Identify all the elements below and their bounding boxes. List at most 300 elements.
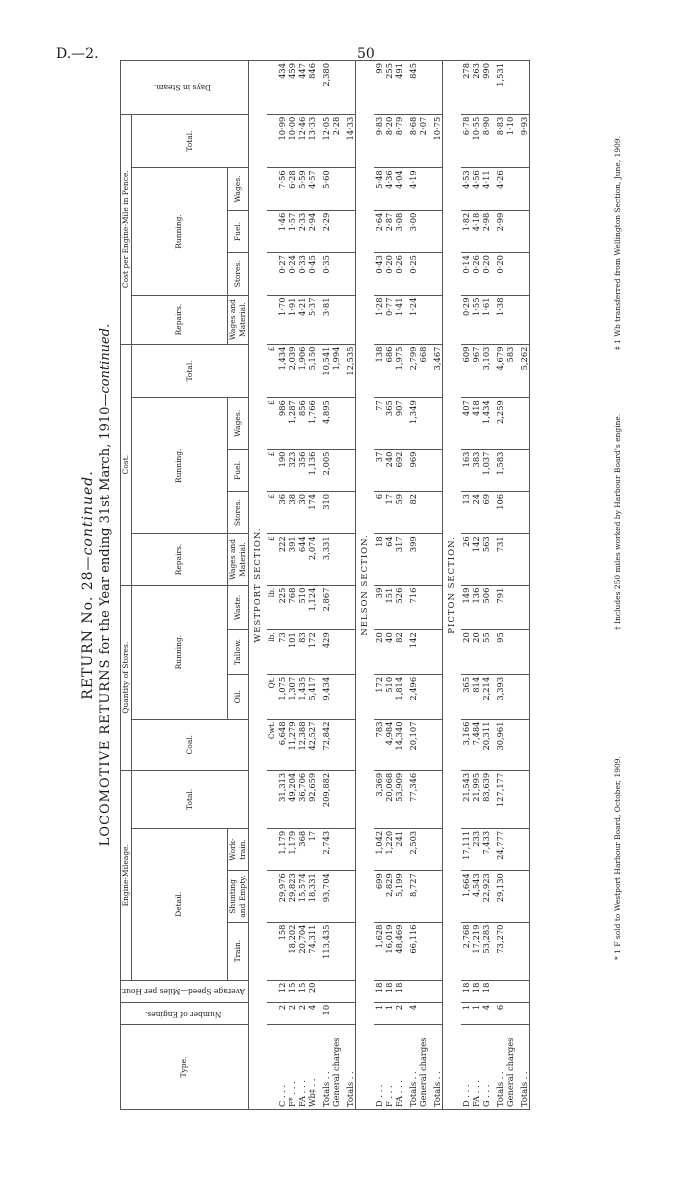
cell: 10·99 <box>277 114 287 168</box>
cost-fuel-header: Fuel. <box>227 449 248 491</box>
unit-label: lb. <box>267 585 277 630</box>
units-row <box>267 61 277 1110</box>
cell: 0·29 <box>461 295 471 344</box>
cell <box>345 719 356 770</box>
cell: 506 <box>481 585 491 630</box>
cell <box>418 674 428 719</box>
cell: 1·38 <box>495 295 505 344</box>
cell: 6 <box>495 1002 505 1024</box>
cell <box>519 719 530 770</box>
section-row <box>442 61 461 1110</box>
cell: 16,019 <box>384 922 394 980</box>
cell <box>418 980 428 1002</box>
cell: 434 <box>277 61 287 115</box>
cell: 4,679 <box>495 344 505 398</box>
engine-row <box>471 61 481 1110</box>
cell: 10·00 <box>287 114 297 168</box>
cell <box>505 398 515 449</box>
cell: 142 <box>471 534 481 585</box>
cell: 24,777 <box>495 828 505 870</box>
cell <box>331 770 341 828</box>
cell: 18 <box>471 980 481 1002</box>
totals-row <box>321 61 331 1110</box>
cell: 10,541 <box>321 344 331 398</box>
cell: 2,214 <box>481 674 491 719</box>
cell: 459 <box>287 61 297 115</box>
cell: 365 <box>461 674 471 719</box>
cell <box>345 398 356 449</box>
cell: 1,434 <box>277 344 287 398</box>
cell: 7·56 <box>277 168 287 210</box>
cell <box>505 871 515 922</box>
cell: 1,435 <box>297 674 307 719</box>
cell: 846 <box>307 61 317 115</box>
cell: 563 <box>481 534 491 585</box>
cell: 0·27 <box>277 253 287 295</box>
cell: 77,346 <box>408 770 418 828</box>
row-label: Totals . . <box>432 1025 443 1110</box>
cell: 1,531 <box>495 61 505 115</box>
cost-wages-header: Wages. <box>227 398 248 449</box>
cell: 814 <box>471 674 481 719</box>
row-label: General charges <box>505 1025 515 1110</box>
general-charges-row <box>505 61 515 1110</box>
cell: 4·21 <box>297 295 307 344</box>
cell: 1,349 <box>408 398 418 449</box>
unit-blank <box>267 253 277 295</box>
cell <box>505 61 515 115</box>
cell: 10·75 <box>432 114 443 168</box>
row-label: Totals . . <box>408 1025 418 1110</box>
cell <box>345 770 356 828</box>
cost-per-mile-header: Cost per Engine-Mile in Pence. <box>121 114 132 344</box>
cell: 1,075 <box>277 674 287 719</box>
section-title: NELSON SECTION. <box>355 61 374 1110</box>
cell <box>345 61 356 115</box>
cell <box>505 980 515 1002</box>
row-label: C . . . <box>277 1025 287 1110</box>
cell <box>432 398 443 449</box>
cell <box>331 210 341 252</box>
cell: 20 <box>307 980 317 1002</box>
cell: 158 <box>277 922 287 980</box>
cell: 172 <box>307 630 317 675</box>
cell: 491 <box>394 61 404 115</box>
cell <box>418 1002 428 1024</box>
cell <box>345 295 356 344</box>
cell: 1,037 <box>481 449 491 491</box>
cell: 82 <box>394 630 404 675</box>
cell: 3·81 <box>321 295 331 344</box>
cell <box>345 491 356 533</box>
cell <box>345 168 356 210</box>
cell: 1,814 <box>394 674 404 719</box>
cell: 2·07 <box>418 114 428 168</box>
cell: 30,961 <box>495 719 505 770</box>
cell <box>408 980 418 1002</box>
cell: 4·56 <box>471 168 481 210</box>
cell: 383 <box>471 449 481 491</box>
cell <box>519 534 530 585</box>
cell: 55 <box>481 630 491 675</box>
cell: 2,005 <box>321 449 331 491</box>
cell: 5,417 <box>307 674 317 719</box>
cell: 1,307 <box>287 674 297 719</box>
train-header: Train. <box>227 922 248 980</box>
cell: 95 <box>495 630 505 675</box>
cell: 3·08 <box>394 210 404 252</box>
cell: 768 <box>287 585 297 630</box>
footnote-3: ‡ 1 Wb transferred from Wellington Section, June, 1909. <box>613 135 622 350</box>
cell: 9·83 <box>374 114 384 168</box>
cell: 6,648 <box>277 719 287 770</box>
cell: 38 <box>287 491 297 533</box>
stores-running-header: Running. <box>132 585 228 719</box>
cell: 5,199 <box>394 871 404 922</box>
cell: 3·00 <box>408 210 418 252</box>
cell: 138 <box>374 344 384 398</box>
cell: 2·98 <box>481 210 491 252</box>
cell: 391 <box>287 534 297 585</box>
cell: 4·19 <box>408 168 418 210</box>
cell: 2 <box>394 1002 404 1024</box>
unit-blank <box>267 1025 277 1110</box>
cell <box>432 770 443 828</box>
cell: 2·28 <box>331 114 341 168</box>
cell: 4·11 <box>481 168 491 210</box>
cell: 967 <box>471 344 481 398</box>
cell <box>331 534 341 585</box>
section-row <box>248 61 267 1110</box>
cell: 12·46 <box>297 114 307 168</box>
cell: 2,829 <box>384 871 394 922</box>
cell: 29,823 <box>287 871 297 922</box>
cell: 699 <box>374 871 384 922</box>
cell <box>519 1002 530 1024</box>
cell: 18 <box>461 980 471 1002</box>
cell <box>418 449 428 491</box>
cell: 9·93 <box>519 114 530 168</box>
cell: 1,124 <box>307 585 317 630</box>
cell: 2 <box>287 1002 297 1024</box>
cell: 12,535 <box>345 344 356 398</box>
ppm-repairs-header: Repairs. <box>132 295 228 344</box>
cell <box>418 491 428 533</box>
table-title <box>98 60 113 1110</box>
cell <box>495 980 505 1002</box>
cell <box>345 674 356 719</box>
cell: 356 <box>297 449 307 491</box>
unit-label: £ <box>267 344 277 398</box>
row-label: F . . . <box>384 1025 394 1110</box>
cell: 29,976 <box>277 871 287 922</box>
cell <box>519 871 530 922</box>
cell <box>519 922 530 980</box>
engine-mileage-header: Engine-Mileage. <box>121 770 132 980</box>
cell <box>418 398 428 449</box>
cell <box>432 210 443 252</box>
cell: 2,039 <box>287 344 297 398</box>
cell <box>331 828 341 870</box>
cell: 1·91 <box>287 295 297 344</box>
cell <box>418 168 428 210</box>
cell <box>331 922 341 980</box>
cell: 0·26 <box>394 253 404 295</box>
cell: 1 <box>374 1002 384 1024</box>
cell: 1·24 <box>408 295 418 344</box>
cell: 1 <box>471 1002 481 1024</box>
tallow-header: Tallow. <box>227 630 248 675</box>
cell <box>519 253 530 295</box>
cell: 18 <box>374 534 384 585</box>
cell: 0·77 <box>384 295 394 344</box>
cell: 83 <box>297 630 307 675</box>
cell: 18 <box>374 980 384 1002</box>
cell: 5,262 <box>519 344 530 398</box>
cell: 399 <box>408 534 418 585</box>
row-label: General charges <box>418 1025 428 1110</box>
cell: 39 <box>374 585 384 630</box>
unit-label: lb. <box>267 630 277 675</box>
cell: 4·18 <box>471 210 481 252</box>
cell: 2·99 <box>495 210 505 252</box>
totals-row <box>408 61 418 1110</box>
cell <box>345 585 356 630</box>
cell: 13·33 <box>307 114 317 168</box>
mileage-total-header: Total. <box>132 770 249 828</box>
row-label: Totals . . <box>321 1025 331 1110</box>
unit-blank <box>267 295 277 344</box>
days-in-steam-header: Days in Steam. <box>121 61 249 115</box>
cell: 20,107 <box>408 719 418 770</box>
cell <box>432 828 443 870</box>
cell: 1·61 <box>481 295 491 344</box>
cell: 4·53 <box>461 168 471 210</box>
cell <box>418 770 428 828</box>
cell: 240 <box>384 449 394 491</box>
cell <box>345 449 356 491</box>
cell: 990 <box>481 61 491 115</box>
engine-row <box>307 61 317 1110</box>
row-label: Totals . . <box>495 1025 505 1110</box>
cell: 7,433 <box>481 828 491 870</box>
cell: 149 <box>461 585 471 630</box>
cell <box>418 295 428 344</box>
cell <box>345 253 356 295</box>
cell: 21,995 <box>471 770 481 828</box>
cell <box>519 210 530 252</box>
cell: 986 <box>277 398 287 449</box>
cell: 3,369 <box>374 770 384 828</box>
cell: 1,664 <box>461 871 471 922</box>
ppm-wages-material-header: Wages and Material. <box>227 295 248 344</box>
cell: 0·45 <box>307 253 317 295</box>
unit-blank <box>267 168 277 210</box>
cell: 7,484 <box>471 719 481 770</box>
cell: 48,469 <box>394 922 404 980</box>
cell: 0·35 <box>321 253 331 295</box>
cell: 93,704 <box>321 871 331 922</box>
cell <box>505 295 515 344</box>
cell: 37 <box>374 449 384 491</box>
cell: 42,527 <box>307 719 317 770</box>
cell <box>432 61 443 115</box>
cell <box>505 630 515 675</box>
cost-header: Cost. <box>121 344 132 585</box>
engine-row <box>481 61 491 1110</box>
cell: 845 <box>408 61 418 115</box>
unit-label: £ <box>267 398 277 449</box>
cell <box>331 980 341 1002</box>
cell: 20 <box>461 630 471 675</box>
cell: 136 <box>471 585 481 630</box>
cell <box>519 630 530 675</box>
cell <box>345 1002 356 1024</box>
cell <box>331 719 341 770</box>
cell <box>345 828 356 870</box>
cell: 1·28 <box>374 295 384 344</box>
cell <box>418 630 428 675</box>
cell: 0·25 <box>408 253 418 295</box>
cell: 447 <box>297 61 307 115</box>
cell <box>519 295 530 344</box>
cell: 1 <box>384 1002 394 1024</box>
cell: 101 <box>287 630 297 675</box>
return-number-title <box>80 60 96 1110</box>
sub-title-text: for the Year ending 31st March, 1910 <box>98 406 113 659</box>
cell <box>505 1002 515 1024</box>
coal-header: Coal. <box>132 719 249 770</box>
cell: 10 <box>321 1002 331 1024</box>
cell <box>505 828 515 870</box>
cell: 209,882 <box>321 770 331 828</box>
cell: 59 <box>394 491 404 533</box>
cell: 2,743 <box>321 828 331 870</box>
cell <box>345 922 356 980</box>
cell: 17,219 <box>471 922 481 980</box>
footnote-2: † Includes 250 miles worked by Harbour Board's engine. <box>613 413 622 630</box>
cell <box>418 871 428 922</box>
cell: 18 <box>481 980 491 1002</box>
cell: 2,867 <box>321 585 331 630</box>
cell: 83,639 <box>481 770 491 828</box>
cell: 1,136 <box>307 449 317 491</box>
cell <box>432 674 443 719</box>
cell: 4·36 <box>384 168 394 210</box>
cell <box>505 674 515 719</box>
cell: 1,766 <box>307 398 317 449</box>
cell: 2 <box>297 1002 307 1024</box>
cell <box>432 449 443 491</box>
engine-row <box>297 61 307 1110</box>
cell: 4 <box>307 1002 317 1024</box>
unit-blank <box>267 210 277 252</box>
continued-text: —continued. <box>80 470 96 571</box>
general-charges-row <box>331 61 341 1110</box>
cell: 1,583 <box>495 449 505 491</box>
row-label: FA . . . <box>471 1025 481 1110</box>
cell: 15,574 <box>297 871 307 922</box>
cell: 5·48 <box>374 168 384 210</box>
ppm-total-header: Total. <box>132 114 249 168</box>
row-label: Wb‡ . . <box>307 1025 317 1110</box>
cell: 1,628 <box>374 922 384 980</box>
cell: 5,150 <box>307 344 317 398</box>
cell <box>331 585 341 630</box>
cell: 82 <box>408 491 418 533</box>
cell: 20 <box>374 630 384 675</box>
cell: 225 <box>277 585 287 630</box>
cell: 26 <box>461 534 471 585</box>
cell: 2 <box>277 1002 287 1024</box>
unit-blank <box>267 770 277 828</box>
cell: 1,994 <box>331 344 341 398</box>
cell: 8,727 <box>408 871 418 922</box>
avg-speed-header: Average Speed—Miles per Hour. <box>121 980 249 1002</box>
cell: 0·43 <box>374 253 384 295</box>
cell: 5·37 <box>307 295 317 344</box>
cell: 99 <box>374 61 384 115</box>
cell <box>331 871 341 922</box>
footnote-1: * 1 F sold to Westport Harbour Board, October, 1909. <box>613 756 622 960</box>
cell: 6·78 <box>461 114 471 168</box>
cell <box>519 828 530 870</box>
cell: 21,543 <box>461 770 471 828</box>
cell <box>519 674 530 719</box>
cell: 49,204 <box>287 770 297 828</box>
cell: 241 <box>394 828 404 870</box>
cell: 0·20 <box>384 253 394 295</box>
cell: 2,074 <box>307 534 317 585</box>
ppm-wages-header: Wages. <box>227 168 248 210</box>
cell: 609 <box>461 344 471 398</box>
cell: 644 <box>297 534 307 585</box>
cell: 106 <box>495 491 505 533</box>
cell: 20,704 <box>297 922 307 980</box>
ppm-fuel-header: Fuel. <box>227 210 248 252</box>
cell: 668 <box>418 344 428 398</box>
cell: 15 <box>287 980 297 1002</box>
grand-totals-row <box>345 61 356 1110</box>
cell: 1 <box>461 1002 471 1024</box>
cell: 12·05 <box>321 114 331 168</box>
cell <box>345 980 356 1002</box>
rotated-table-page <box>80 60 644 1110</box>
cell <box>505 449 515 491</box>
cell: 3,331 <box>321 534 331 585</box>
cell: 9,434 <box>321 674 331 719</box>
cell: 1,179 <box>277 828 287 870</box>
cell: 1,975 <box>394 344 404 398</box>
cell <box>331 1002 341 1024</box>
cell: 263 <box>471 61 481 115</box>
grand-totals-row <box>432 61 443 1110</box>
cell <box>331 630 341 675</box>
cell <box>505 491 515 533</box>
cell <box>331 295 341 344</box>
row-label: F* . . . <box>287 1025 297 1110</box>
oil-header: Oil. <box>227 674 248 719</box>
cell <box>432 491 443 533</box>
row-label: G . . . <box>481 1025 491 1110</box>
cell: 15 <box>297 980 307 1002</box>
totals-row <box>495 61 505 1110</box>
row-label: Totals . . <box>519 1025 530 1110</box>
cell: 4,984 <box>384 719 394 770</box>
cell: 2,799 <box>408 344 418 398</box>
cell: 66,116 <box>408 922 418 980</box>
cell: 18 <box>394 980 404 1002</box>
